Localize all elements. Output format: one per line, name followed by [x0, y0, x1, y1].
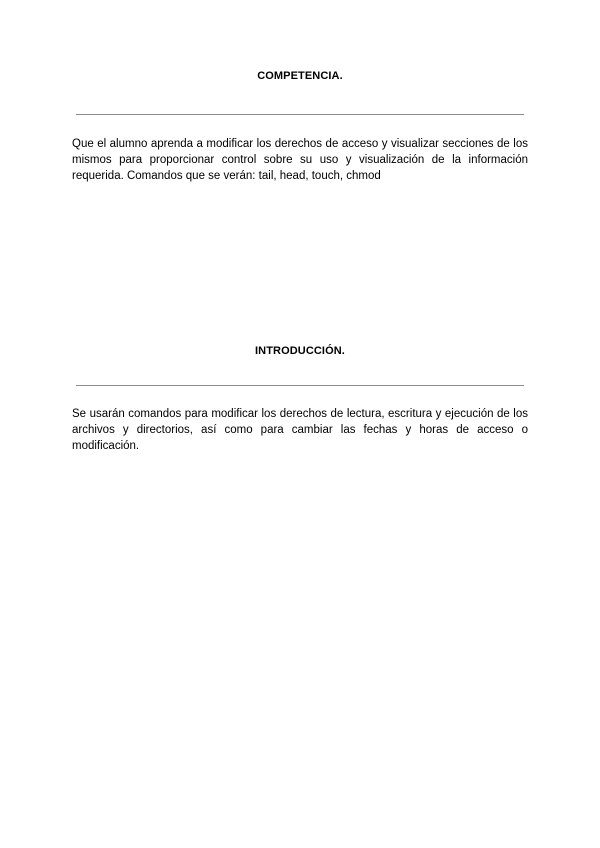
- section-body-introduccion: Se usarán comandos para modificar los derechos de lectura, escritura y ejecución de los archivos y directorios, así como para cambiar las fechas y horas de acceso o modificación.: [72, 408, 528, 452]
- section-title-introduccion: INTRODUCCIÓN.: [255, 345, 345, 357]
- section-divider: [76, 114, 524, 115]
- section-title-competencia: COMPETENCIA.: [257, 70, 343, 82]
- section-divider: [76, 385, 524, 386]
- section-body-competencia: Que el alumno aprenda a modificar los derechos de acceso y visualizar secciones de los mismos para proporcionar control sobre su uso y visualización de la información requerida. Comandos que se verán: tail, head, touch, chmod: [72, 138, 528, 182]
